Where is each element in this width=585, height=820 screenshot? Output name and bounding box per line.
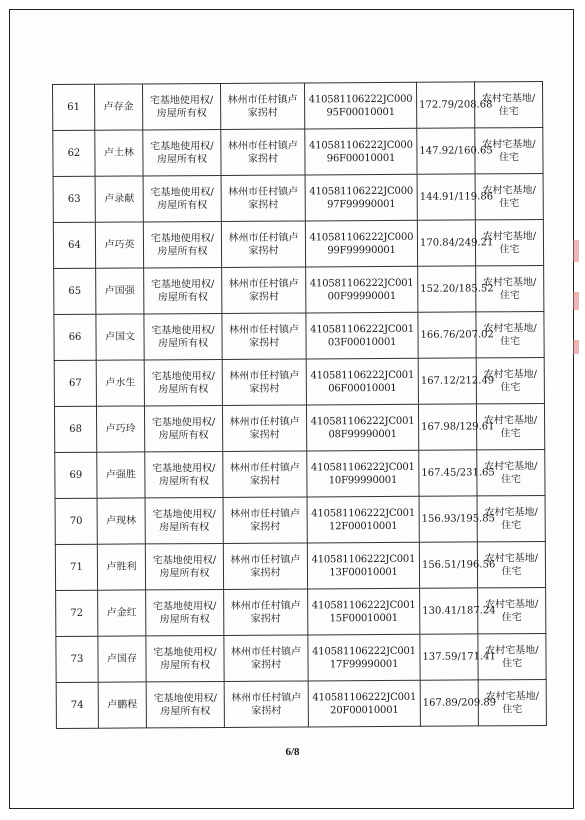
area-cell: 147.92/160.65 (417, 128, 475, 174)
area-cell: 137.59/171.41 (420, 634, 478, 680)
row-number-cell: 66 (54, 314, 96, 360)
owner-name-cell: 卢金红 (98, 590, 146, 636)
owner-name-cell: 卢水生 (96, 360, 144, 406)
table-row (54, 357, 544, 406)
land-use-cell: 农村宅基地/住宅 (474, 82, 542, 128)
location-cell: 林州市任村镇卢家拐村 (222, 359, 306, 406)
location-cell: 林州市任村镇卢家拐村 (223, 543, 307, 590)
area-cell: 170.84/249.21 (417, 220, 475, 266)
owner-name-cell: 卢现林 (97, 498, 145, 544)
owner-name-cell: 卢巧玲 (96, 406, 144, 452)
unit-code-cell: 410581106222JC00106F00010001 (306, 358, 418, 405)
row-number-cell: 64 (53, 222, 95, 268)
area-cell: 156.93/195.85 (419, 496, 477, 542)
row-number-cell: 61 (53, 84, 95, 130)
right-type-cell: 宅基地使用权/房屋所有权 (144, 267, 222, 313)
land-use-cell: 农村宅基地/住宅 (478, 633, 546, 679)
right-type-cell: 宅基地使用权/房屋所有权 (144, 313, 222, 359)
land-use-cell: 农村宅基地/住宅 (478, 587, 546, 633)
table-body (53, 82, 547, 729)
area-cell: 166.76/207.02 (418, 312, 476, 358)
land-use-cell: 农村宅基地/住宅 (475, 220, 543, 266)
location-cell: 林州市任村镇卢家拐村 (222, 405, 306, 452)
stamp-edge-mark (573, 292, 579, 310)
right-type-cell: 宅基地使用权/房屋所有权 (146, 681, 224, 727)
area-cell: 152.20/185.52 (418, 266, 476, 312)
location-cell: 林州市任村镇卢家拐村 (221, 175, 305, 222)
unit-code-cell: 410581106222JC00099F99990001 (305, 220, 417, 267)
location-cell: 林州市任村镇卢家拐村 (223, 451, 307, 498)
row-number-cell: 72 (56, 590, 98, 636)
land-use-cell: 农村宅基地/住宅 (476, 403, 544, 449)
right-type-cell: 宅基地使用权/房屋所有权 (145, 543, 223, 589)
unit-code-cell: 410581106222JC00110F99990001 (307, 450, 419, 497)
owner-name-cell: 卢胜利 (97, 544, 145, 590)
unit-code-cell: 410581106222JC00097F99990001 (305, 174, 417, 221)
area-cell: 156.51/196.56 (419, 542, 477, 588)
owner-name-cell: 卢国强 (96, 268, 144, 314)
table-row (54, 266, 544, 315)
right-type-cell: 宅基地使用权/房屋所有权 (143, 221, 221, 267)
area-cell: 167.89/209.89 (420, 680, 478, 726)
row-number-cell: 62 (53, 130, 95, 176)
area-cell: 167.98/129.61 (418, 404, 476, 450)
table-row (55, 495, 545, 544)
right-type-cell: 宅基地使用权/房屋所有权 (143, 175, 221, 221)
location-cell: 林州市任村镇卢家拐村 (224, 681, 308, 728)
location-cell: 林州市任村镇卢家拐村 (222, 267, 306, 314)
table-row (53, 220, 543, 269)
owner-name-cell: 卢存金 (95, 84, 143, 130)
owner-name-cell: 卢强胜 (97, 452, 145, 498)
right-type-cell: 宅基地使用权/房屋所有权 (143, 83, 221, 129)
unit-code-cell: 410581106222JC00117F99990001 (308, 634, 420, 681)
stamp-edge-mark (573, 340, 579, 354)
table-row (56, 633, 546, 682)
land-use-cell: 农村宅基地/住宅 (476, 266, 544, 312)
table-row (55, 449, 545, 498)
land-use-cell: 农村宅基地/住宅 (477, 541, 545, 587)
unit-code-cell: 410581106222JC00120F00010001 (308, 680, 420, 727)
location-cell: 林州市任村镇卢家拐村 (224, 635, 308, 682)
right-type-cell: 宅基地使用权/房屋所有权 (143, 129, 221, 175)
table-row (54, 403, 544, 452)
unit-code-cell: 410581106222JC00100F99990001 (306, 266, 418, 313)
right-type-cell: 宅基地使用权/房屋所有权 (145, 451, 223, 497)
right-type-cell: 宅基地使用权/房屋所有权 (146, 635, 224, 681)
land-use-cell: 农村宅基地/住宅 (475, 128, 543, 174)
owner-name-cell: 卢录献 (95, 176, 143, 222)
table-row (53, 174, 543, 223)
row-number-cell: 68 (54, 406, 96, 452)
area-cell: 167.45/231.65 (419, 450, 477, 496)
location-cell: 林州市任村镇卢家拐村 (222, 313, 306, 360)
table-row (56, 587, 546, 636)
owner-name-cell: 卢国存 (98, 636, 146, 682)
location-cell: 林州市任村镇卢家拐村 (221, 129, 305, 176)
row-number-cell: 63 (53, 176, 95, 222)
row-number-cell: 73 (56, 636, 98, 682)
row-number-cell: 74 (56, 682, 98, 728)
row-number-cell: 70 (55, 498, 97, 544)
right-type-cell: 宅基地使用权/房屋所有权 (144, 359, 222, 405)
land-use-cell: 农村宅基地/住宅 (476, 311, 544, 357)
area-cell: 172.79/208.68 (416, 82, 474, 128)
owner-name-cell: 卢鹏程 (98, 682, 146, 728)
right-type-cell: 宅基地使用权/房屋所有权 (146, 589, 224, 635)
table-row (53, 82, 543, 131)
table-row (53, 128, 543, 177)
land-use-cell: 农村宅基地/住宅 (477, 495, 545, 541)
location-cell: 林州市任村镇卢家拐村 (224, 589, 308, 636)
row-number-cell: 65 (54, 268, 96, 314)
table-row (54, 311, 544, 360)
row-number-cell: 69 (55, 452, 97, 498)
stamp-edge-mark (573, 240, 579, 262)
area-cell: 130.41/187.24 (420, 588, 478, 634)
property-rights-table (52, 81, 547, 729)
right-type-cell: 宅基地使用权/房屋所有权 (144, 405, 222, 451)
unit-code-cell: 410581106222JC00103F00010001 (306, 312, 418, 359)
location-cell: 林州市任村镇卢家拐村 (223, 497, 307, 544)
table-row (56, 679, 546, 728)
location-cell: 林州市任村镇卢家拐村 (221, 221, 305, 268)
land-use-cell: 农村宅基地/住宅 (477, 449, 545, 495)
unit-code-cell: 410581106222JC00096F00010001 (305, 128, 417, 175)
page-number: 6/8 (285, 746, 300, 758)
area-cell: 144.91/119.86 (417, 174, 475, 220)
land-use-cell: 农村宅基地/住宅 (476, 357, 544, 403)
unit-code-cell: 410581106222JC00095F00010001 (304, 82, 416, 129)
owner-name-cell: 卢土林 (95, 130, 143, 176)
table-row (55, 541, 545, 590)
unit-code-cell: 410581106222JC00112F00010001 (307, 496, 419, 543)
land-use-cell: 农村宅基地/住宅 (478, 679, 546, 725)
owner-name-cell: 卢国文 (96, 314, 144, 360)
unit-code-cell: 410581106222JC00115F00010001 (308, 588, 420, 635)
location-cell: 林州市任村镇卢家拐村 (220, 83, 304, 130)
row-number-cell: 71 (55, 544, 97, 590)
row-number-cell: 67 (54, 360, 96, 406)
right-type-cell: 宅基地使用权/房屋所有权 (145, 497, 223, 543)
owner-name-cell: 卢巧英 (95, 222, 143, 268)
unit-code-cell: 410581106222JC00108F99990001 (306, 404, 418, 451)
area-cell: 167.12/212.49 (418, 358, 476, 404)
unit-code-cell: 410581106222JC00113F00010001 (307, 542, 419, 589)
land-use-cell: 农村宅基地/住宅 (475, 174, 543, 220)
